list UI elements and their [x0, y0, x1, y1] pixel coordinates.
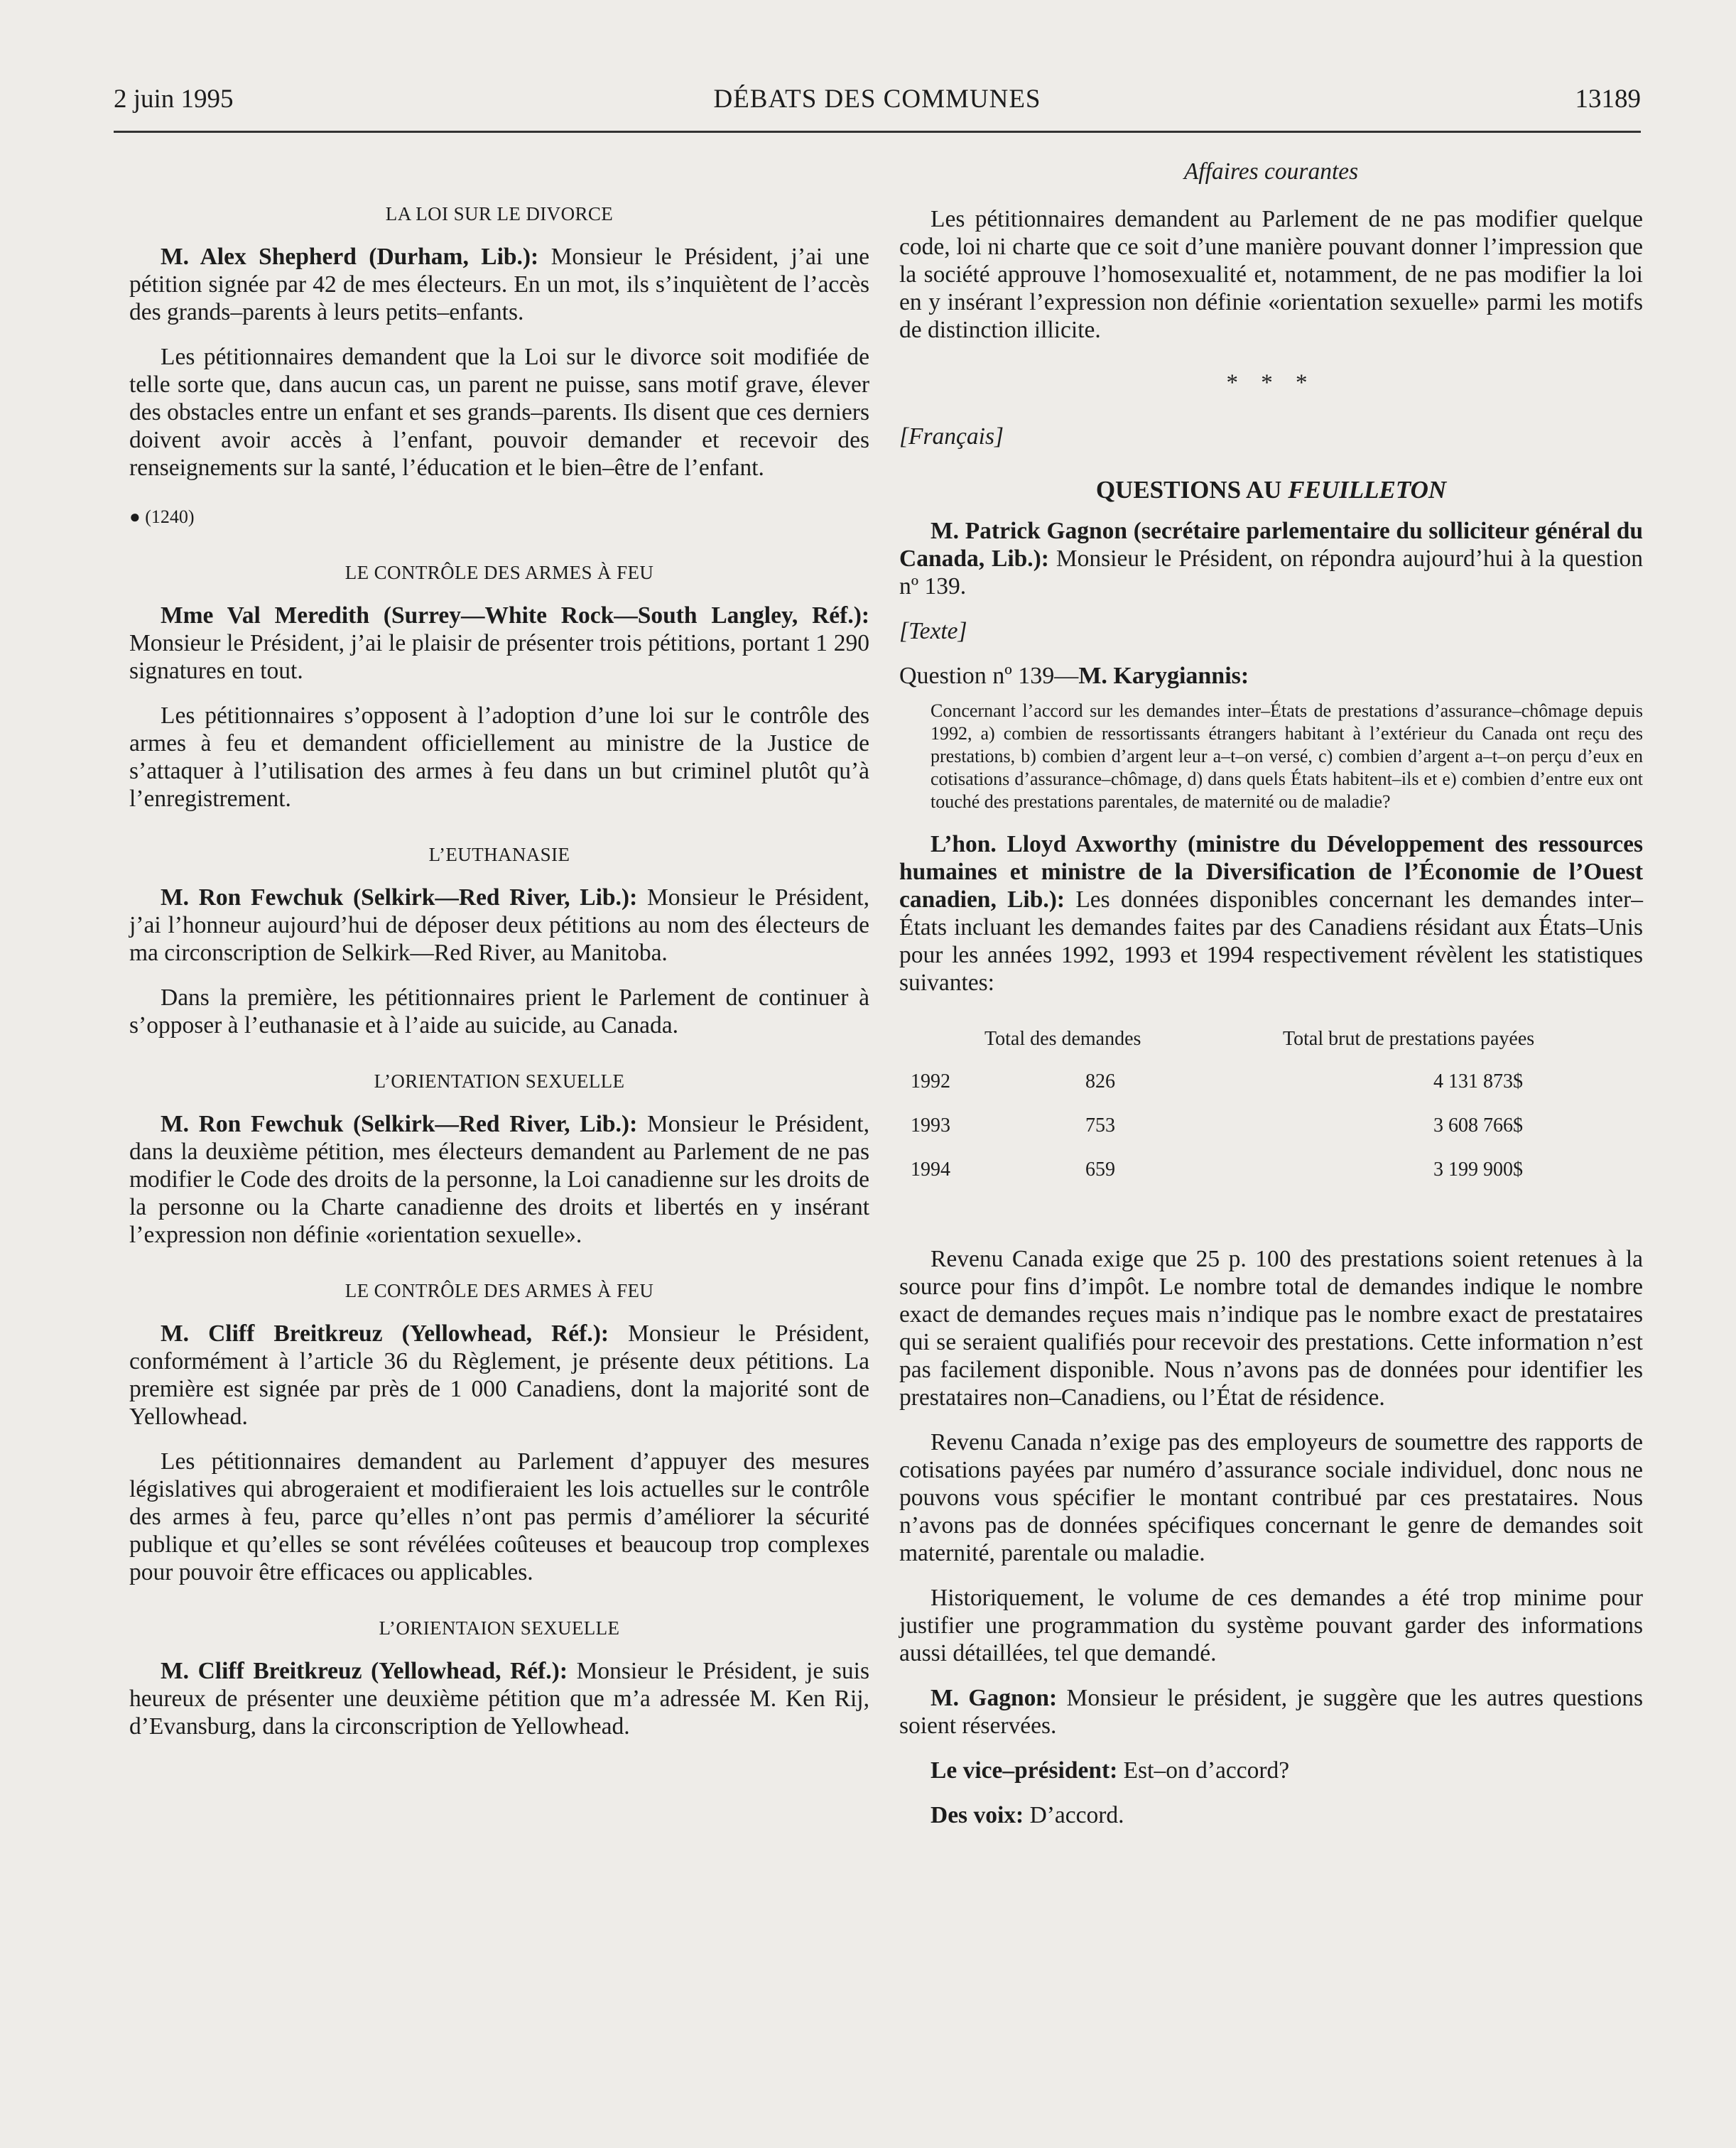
paragraph: Dans la première, les pétitionnaires prient le Parlement de continuer à s’opposer à l’euthanasie et à l’aide au suicide, au Canada. — [129, 984, 869, 1038]
speaker-name: M. Cliff Breitkreuz (Yellowhead, Réf.): — [161, 1658, 568, 1684]
section-separator: * * * — [1226, 370, 1316, 396]
question-label — [899, 662, 1643, 690]
paragraph — [899, 1684, 1643, 1740]
paragraph — [899, 1757, 1643, 1784]
table-row — [899, 1114, 1643, 1159]
speaker-name: M. Ron Fewchuk (Selkirk—Red River, Lib.): — [161, 884, 638, 911]
paragraph-text: Les données disponibles concernant les demandes inter–États incluant les demandes faites par des Canadiens résidant aux États–Unis pour les années 1992, 1993 et 1994 respectivement révèlent les statistiques suivantes: — [899, 886, 1643, 996]
paragraph-text: Monsieur le Président, j’ai une pétition signée par 42 de mes électeurs. En un mot, ils s’inquiètent de l’accès des grands–parents à leurs petits–enfants. — [129, 244, 869, 325]
page-header — [114, 84, 1641, 138]
language-tag: [Français] — [899, 423, 1004, 450]
cell-demandes: 753 — [1085, 1114, 1115, 1137]
speaker-name: M. Patrick Gagnon (secrétaire parlementaire du solliciteur général du Canada, Lib.): — [899, 518, 1643, 572]
cell-demandes: 659 — [1085, 1159, 1115, 1181]
right-column — [899, 158, 1643, 1846]
paragraph — [899, 517, 1643, 600]
cell-montant: 3 199 900$ — [1433, 1159, 1523, 1181]
table-header — [899, 1028, 1643, 1070]
statistics-table — [899, 1028, 1643, 1245]
paragraph: Les pétitionnaires demandent que la Loi sur le divorce soit modifiée de telle sorte que, dans aucun cas, un parent ne puisse, sans motif grave, élever des obstacles entre un enfant et ses grands–parents. Ils disent que ces derniers doivent avoir accès à l’enfant, pouvoir demander et recevoir des renseignements sur la santé, l’éducation et le bien–être de l’enfant. — [129, 344, 869, 481]
header-date: 2 juin 1995 — [114, 85, 234, 114]
heading-italic: FEUILLETON — [1288, 476, 1447, 504]
table-spacer — [899, 1203, 1643, 1245]
paragraph-text: D’accord. — [1024, 1802, 1124, 1828]
header-page-number: 13189 — [1575, 85, 1641, 114]
paragraph-text: Monsieur le Président, j’ai l’honneur aujourd’hui de déposer deux pétitions au nom des électeurs de ma circonscription de Selkirk—Red River, au Manitoba. — [129, 884, 869, 966]
section-title: LA LOI SUR LE DIVORCE — [385, 203, 614, 224]
question-number: Question nº 139— — [899, 663, 1079, 689]
paragraph-text: Est–on d’accord? — [1117, 1757, 1290, 1784]
paragraph — [129, 884, 869, 967]
paragraph: Historiquement, le volume de ces demandes a été trop minime pour justifier une programmation du système pouvant garder des informations aussi détaillées, tel que demandé. — [899, 1585, 1643, 1666]
section-title: L’ORIENTATION SEXUELLE — [374, 1070, 625, 1092]
cell-demandes: 826 — [1085, 1070, 1115, 1092]
paragraph — [129, 1320, 869, 1431]
paragraph: Les pétitionnaires demandent au Parlement d’appuyer des mesures législatives qui abrogeraient et modifieraient les lois actuelles sur le contrôle des armes à feu, parce qu’elles n’ont pas permis d’améliorer la sécurité publique et qu’elles se sont révélées coûteuses et beaucoup trop complexes pour pouvoir être efficaces ou applicables. — [129, 1448, 869, 1585]
paragraph-text: Monsieur le Président, dans la deuxième pétition, mes électeurs demandent au Parlement de ne pas modifier le Code des droits de la personne, la Loi canadienne sur les droits de la personne ou la Charte canadienne des droits et libertés en y insérant l’expression non définie «orientation sexuelle». — [129, 1111, 869, 1248]
language-tag: [Texte] — [899, 618, 967, 644]
section-heading — [899, 476, 1643, 504]
speaker-name: M. Alex Shepherd (Durham, Lib.): — [161, 244, 539, 270]
header-rule — [114, 131, 1641, 133]
cell-year: 1992 — [911, 1070, 950, 1092]
paragraph — [129, 1110, 869, 1249]
running-head: Affaires courantes — [1183, 158, 1359, 185]
speaker-name: M. Gagnon: — [931, 1685, 1058, 1711]
column-header: Total brut de prestations payées — [1283, 1028, 1535, 1050]
heading-text: QUESTIONS AU — [1095, 476, 1289, 504]
header-title: DÉBATS DES COMMUNES — [713, 85, 1041, 114]
speaker-name: M. Ron Fewchuk (Selkirk—Red River, Lib.): — [161, 1111, 638, 1137]
paragraph: Revenu Canada exige que 25 p. 100 des prestations soient retenues à la source pour fins d’impôt. Le nombre total de demandes indique le nombre exact de demandes reçues mais n’indique pas le nombre exact de prestataires qui se seraient qualifiés pour recevoir des prestations. Cette information n’est pas facilement disponible. Nous n’avons pas de données pour identifier les prestataires non–Canadiens, ou l’État de résidence. — [899, 1246, 1643, 1411]
left-column — [129, 158, 869, 1757]
paragraph-text: Monsieur le Président, on répondra aujourd’hui à la question nº 139. — [899, 546, 1643, 600]
speaker-name: Le vice–président: — [931, 1757, 1118, 1784]
paragraph-text: Monsieur le Président, conformément à l’article 36 du Règlement, je présente deux pétitions. La première est signée par près de 1 000 Canadiens, dont la majorité sont de Yellowhead. — [129, 1320, 869, 1430]
time-marker: ● (1240) — [129, 506, 195, 527]
section-title: L’EUTHANASIE — [428, 844, 570, 865]
speaker-name: Des voix: — [931, 1802, 1024, 1828]
paragraph — [899, 830, 1643, 997]
question-member: M. Karygiannis: — [1078, 663, 1249, 689]
paragraph-text: Monsieur le Président, j’ai le plaisir de présenter trois pétitions, portant 1 290 signatures en tout. — [129, 630, 869, 684]
cell-year: 1993 — [911, 1114, 950, 1137]
speaker-name: L’hon. Lloyd Axworthy (ministre du Développement des ressources humaines et ministre de la Diversification de l’Économie de l’Ouest canadien, Lib.): — [899, 831, 1643, 913]
cell-montant: 3 608 766$ — [1433, 1114, 1523, 1137]
question-text: Concernant l’accord sur les demandes inter–États de prestations d’assurance–chômage depuis 1992, a) combien de ressortissants étrangers habitant à l’extérieur du Canada ont reçu des prestations, b) combien d’argent leur a–t–on versé, c) combien d’argent a–t–on perçu d’eux en cotisations d’assurance–chômage, d) dans quels États habitent–ils et e) combien d’entre eux ont touché des prestations parentales, de maternité ou de maladie? — [931, 700, 1643, 812]
speaker-name: Mme Val Meredith (Surrey—White Rock—South Langley, Réf.): — [161, 602, 869, 629]
paragraph — [129, 243, 869, 326]
speaker-name: M. Cliff Breitkreuz (Yellowhead, Réf.): — [161, 1320, 609, 1347]
section-title: LE CONTRÔLE DES ARMES À FEU — [345, 1280, 654, 1301]
paragraph — [129, 602, 869, 685]
cell-montant: 4 131 873$ — [1433, 1070, 1523, 1092]
table-row — [899, 1070, 1643, 1114]
paragraph: Les pétitionnaires demandent au Parlement de ne pas modifier quelque code, loi ni charte que ce soit d’une manière pouvant donner l’impression que la société approuve l’homosexualité et, notamment, de ne pas modifier la loi en y insérant l’expression non définie «orientation sexuelle» parmi les motifs de distinction illicite. — [899, 206, 1643, 343]
cell-year: 1994 — [911, 1159, 950, 1181]
paragraph — [899, 1801, 1643, 1829]
paragraph — [129, 1657, 869, 1740]
section-title: LE CONTRÔLE DES ARMES À FEU — [345, 562, 654, 583]
paragraph-text: Monsieur le Président, je suis heureux de présenter une deuxième pétition que m’a adressée M. Ken Rij, d’Evansburg, dans la circonscription de Yellowhead. — [129, 1658, 869, 1740]
paragraph: Les pétitionnaires s’opposent à l’adoption d’une loi sur le contrôle des armes à feu et demandent officiellement au ministre de la Justice de s’attaquer à l’utilisation des armes à feu dans un but criminel plutôt qu’à l’enregistrement. — [129, 703, 869, 812]
paragraph-text: Monsieur le président, je suggère que les autres questions soient réservées. — [899, 1685, 1643, 1739]
section-title: L’ORIENTAION SEXUELLE — [379, 1617, 620, 1639]
paragraph: Revenu Canada n’exige pas des employeurs de soumettre des rapports de cotisations payées par numéro d’assurance sociale individuel, donc nous ne pouvons vous spécifier le montant contribué par ces prestataires. Nous n’avons pas de données spécifiques concernant le genre de demandes soit maternité, parentale ou maladie. — [899, 1429, 1643, 1566]
column-header: Total des demandes — [984, 1028, 1141, 1050]
table-row — [899, 1159, 1643, 1203]
